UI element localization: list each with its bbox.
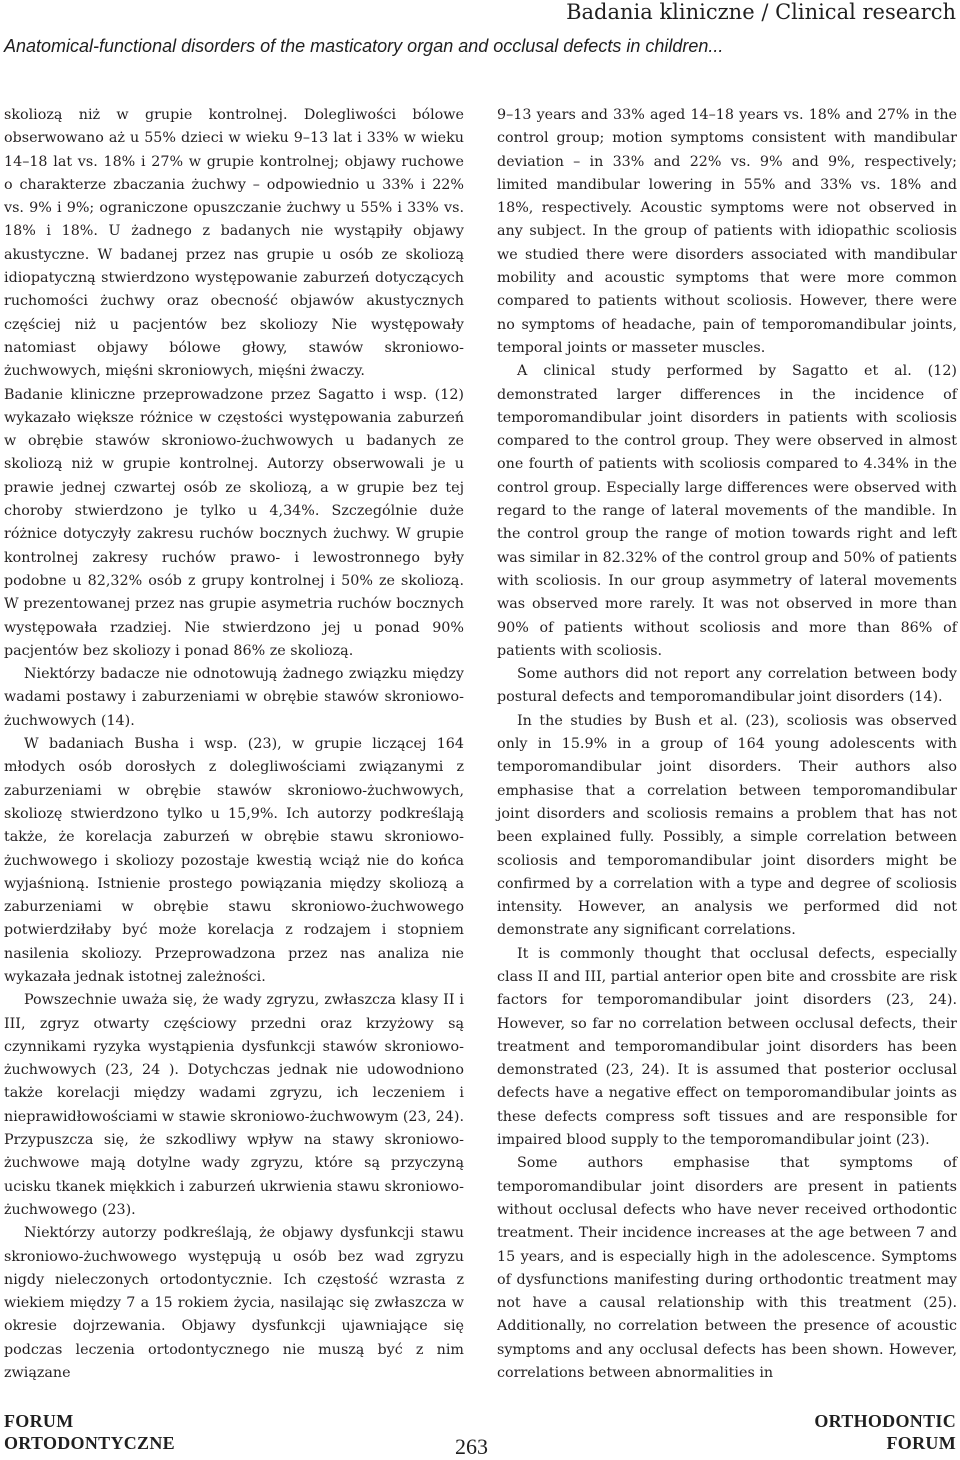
paragraph: In the studies by Bush et al. (23), scoliosis was observed only in 15.9% in a group of 164 young adolescents with temporomandibular joint disorders. Their authors also emphasise that a correlation between temporomandibular joint disorders and scoliosis remains a problem that has not been explained fully. Possibly, a simple correlation between scoliosis and temporomandibular joint disorders might be confirmed by a correlation with a type and degree of scoliosis intensity. However, an analysis we performed did not demonstrate any significant correlations. — [497, 712, 957, 939]
paragraph: skoliozą niż w grupie kontrolnej. Dolegliwości bólowe obserwowano aż u 55% dzieci w wieku 9–13 lat i 33% w wieku 14–18 lat vs. 18% i 27% w grupie kontrolnej; objawy ruchowe o charakterze zbaczania żuchwy – odpowiednio u 33% i 22% vs. 9% i 9%; ograniczone opuszczanie żuchwy u 55% i 33% vs. 18% i 18%. U żadnego z badanych nie wystąpiły objawy akustyczne. W badanej przez nas grupie u osób ze skoliozą idiopatyczną stwierdzono występowanie zaburzeń dotyczących ruchomości żuchwy oraz obecność objawów akustycznych częściej niż u pacjentów bez skoliozy Nie występowały natomiast objawy bólowe głowy, stawów skroniowo-żuchwowych, mięśni skroniowych, mięśni żwaczy. — [4, 107, 464, 380]
footer-journal-name-english — [814, 1410, 956, 1454]
footer-line: ORTHODONTIC — [814, 1411, 956, 1431]
paragraph: Badanie kliniczne przeprowadzone przez Sagatto i wsp. (12) wykazało większe różnice w częstości występowania zaburzeń w obrębie stawów skroniowo-żuchwowych u badanych ze skoliozą niż w grupie kontrolnej. Autorzy obserwowali je u prawie jednej czwartej osób ze skoliozą, a w grupie bez tej choroby stwierdzono je tylko u 4,34%. Szczególnie duże różnice dotyczyły zakresu ruchów bocznych żuchwy. W grupie kontrolnej zakresy ruchów prawo- i lewostronnego były podobne u 82,32% osób z grupy kontrolnej i 50% ze skoliozą. W prezentowanej przez nas grupie asymetria ruchów bocznych występowała rzadziej. Nie stwierdzono jej u ponad 90% pacjentów bez skoliozy i ponad 86% ze skoliozą. — [4, 386, 464, 659]
journal-section-header: Badania kliniczne / Clinical research — [566, 0, 956, 24]
footer-line: FORUM — [886, 1433, 956, 1453]
paragraph: Niektórzy badacze nie odnotowują żadnego związku między wadami postawy i zaburzeniami w obrębie stawów skroniowo-żuchwowych (14). — [4, 666, 464, 729]
footer-journal-name-polish — [4, 1410, 175, 1454]
footer-line: ORTODONTYCZNE — [4, 1433, 175, 1453]
paragraph: Some authors emphasise that symptoms of temporomandibular joint disorders are present in patients without occlusal defects who have never received orthodontic treatment. Their incidence increases at the age between 7 and 15 years, and is especially high in the adolescence. Symptoms of dysfunctions manifesting during orthodontic treatment may not have a causal relationship with this treatment (25). Additionally, no correlation between the presence of acoustic symptoms and any occlusal defects has been shown. However, correlations between abnormalities in — [497, 1155, 957, 1382]
paragraph: Some authors did not report any correlation between body postural defects and temporomandibular joint disorders (14). — [497, 666, 957, 706]
running-title: Anatomical-functional disorders of the masticatory organ and occlusal defects in children... — [4, 36, 724, 56]
paragraph: It is commonly thought that occlusal defects, especially class II and III, partial anterior open bite and crossbite are risk factors for temporomandibular joint disorders (23, 24). However, so far no correlation between occlusal defects, their treatment and temporomandibular joint disorders has been demonstrated (23, 24). It is assumed that posterior occlusal defects have a negative effect on temporomandibular joints as these defects compress soft tissues and are responsible for impaired blood supply to the temporomandibular joint (23). — [497, 945, 957, 1149]
paragraph: W badaniach Busha i wsp. (23), w grupie liczącej 164 młodych osób dorosłych z dolegliwościami związanymi z zaburzeniami w obrębie stawów skroniowo-żuchwowych, skoliozę stwierdzono tylko u 15,9%. Ich autorzy podkreślają także, że korelacja zaburzeń w obrębie stawu skroniowo-żuchwowego i skoliozy pozostaje kwestią wciąż nie do końca wyjaśnioną. Istnienie prostego powiązania między skoliozą a zaburzeniami w obrębie stawu skroniowo-żuchwowego potwierdziłaby być może korelacja z rodzajem i stopniem nasilenia skoliozy. Przeprowadzona przez nas analiza nie wykazała jednak istotnej zależności. — [4, 736, 464, 985]
polish-text-column — [4, 104, 464, 1385]
paragraph: Niektórzy autorzy podkreślają, że objawy dysfunkcji stawu skroniowo-żuchwowego występują u osób bez wad zgryzu nigdy nieleczonych ortodontycznie. Ich częstość wzrasta z wiekiem między 7 a 15 rokiem życia, nasilając się zwłaszcza w okresie dojrzewania. Objawy dysfunkcji ujawniające się podczas leczenia ortodontycznego nie muszą być z nim związane — [4, 1225, 464, 1382]
paragraph: A clinical study performed by Sagatto et al. (12) demonstrated larger differences in the incidence of temporomandibular joint disorders in patients with scoliosis compared to the control group. They were observed in almost one fourth of patients with scoliosis compared to 4.34% in the control group. Especially large differences were observed with regard to the range of lateral movements of the mandible. In the control group the range of motion towards right and left was similar in 82.32% of the control group and 50% of patients with scoliosis. In our group asymmetry of lateral movements was observed more rarely. It was not observed in more than 90% of patients without scoliosis and more than 86% of patients with scoliosis. — [497, 363, 957, 659]
english-text-column — [497, 104, 957, 1385]
paragraph: Powszechnie uważa się, że wady zgryzu, zwłaszcza klasy II i III, zgryz otwarty częściowy przedni oraz krzyżowy są czynnikami ryzyka wystąpienia dysfunkcji stawów skroniowo-żuchwowych (23, 24 ). Dotychczas jednak nie udowodniono także korelacji między wadami zgryzu, ich leczeniem i nieprawidłowościami w stawie skroniowo-żuchwowym (23, 24). Przypuszcza się, że szkodliwy wpływ na stawy skroniowo-żuchwowe mają dotylne wady zgryzu, które są przyczyną ucisku tkanek miękkich i zaburzeń ukrwienia stawu skroniowo-żuchwowego (23). — [4, 992, 465, 1218]
footer-line: FORUM — [4, 1411, 74, 1431]
paragraph: 9–13 years and 33% aged 14–18 years vs. 18% and 27% in the control group; motion symptoms consistent with mandibular deviation – in 33% and 22% vs. 9% and 9%, respectively; limited mandibular lowering in 55% and 33% vs. 18% and 18%, respectively. Acoustic symptoms were not observed in any subject. In the group of patients with idiopathic scoliosis we studied there were disorders associated with mandibular mobility and acoustic symptoms that were more common compared to patients without scoliosis. However, there were no symptoms of headache, pain of temporomandibular joints, temporal joints or masseter muscles. — [497, 107, 957, 356]
page-number: 263 — [455, 1434, 488, 1459]
